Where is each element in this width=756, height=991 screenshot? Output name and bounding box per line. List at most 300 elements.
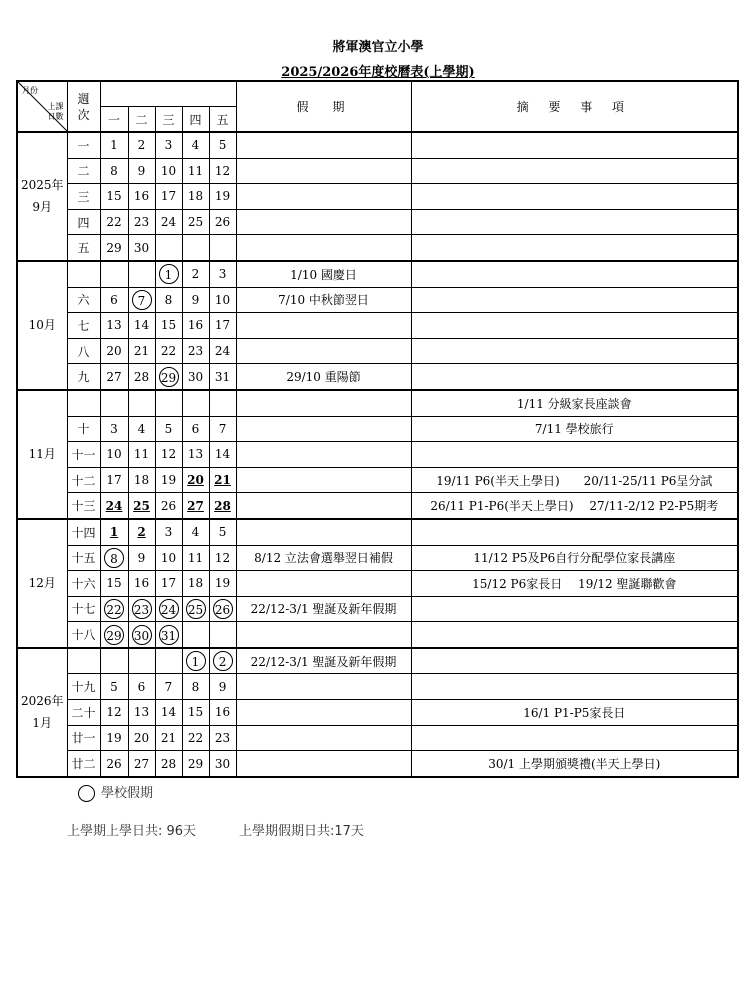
memo-note (411, 184, 738, 210)
memo-note (411, 287, 738, 313)
date-number: 22 (106, 215, 122, 230)
week-row (17, 209, 738, 235)
week-number-cell: 九 (67, 364, 100, 390)
date-number: 10 (160, 163, 177, 178)
holiday-note (236, 132, 411, 158)
holiday-date: 30 (132, 625, 152, 645)
month-label: 12月 (28, 576, 56, 591)
school-calendar-table (16, 80, 739, 778)
week-number-cell (67, 390, 100, 416)
date-cell (155, 338, 182, 364)
date-cell (182, 571, 209, 597)
date-number: 28 (133, 369, 150, 384)
holiday-note (236, 158, 411, 184)
date-number: 15 (106, 576, 122, 591)
week-row (17, 235, 738, 261)
date-cell (100, 338, 128, 364)
memo-note (411, 622, 738, 648)
holiday-date: 31 (159, 625, 179, 645)
weekday-header: 三 (155, 107, 182, 133)
weekday-header: 二 (128, 107, 155, 133)
memo-note: 1/11 分級家長座談會 (411, 390, 738, 416)
week-row (17, 545, 738, 571)
date-cell (182, 725, 209, 751)
date-number: 26 (106, 756, 122, 771)
date-cell (100, 545, 128, 571)
date-number: 24 (160, 215, 177, 230)
date-number: 22 (187, 730, 204, 745)
date-cell (209, 261, 236, 287)
date-number: 9 (191, 292, 200, 307)
date-cell (100, 622, 128, 648)
date-cell (182, 545, 209, 571)
month-cell (17, 519, 67, 648)
date-cell (100, 184, 128, 210)
date-number: 15 (187, 705, 204, 720)
date-number: 6 (137, 679, 146, 694)
date-cell (128, 596, 155, 622)
holiday-note (236, 751, 411, 777)
date-cell (100, 416, 128, 442)
date-number: 6 (191, 421, 200, 436)
date-cell (128, 700, 155, 726)
date-cell (182, 648, 209, 674)
date-number: 18 (133, 473, 150, 488)
date-number: 14 (160, 705, 177, 720)
holiday-note (236, 493, 411, 519)
holiday-note (236, 313, 411, 339)
week-number-cell (67, 261, 100, 287)
week-row (17, 184, 738, 210)
date-cell (209, 467, 236, 493)
date-cell (182, 338, 209, 364)
date-cell (182, 674, 209, 700)
memo-note (411, 132, 738, 158)
date-number: 11 (187, 550, 204, 565)
date-number: 14 (133, 318, 150, 333)
date-cell (209, 235, 236, 261)
date-number: 31 (214, 369, 231, 384)
date-cell (182, 700, 209, 726)
date-cell (128, 390, 155, 416)
week-number-cell: 十五 (67, 545, 100, 571)
date-cell (100, 313, 128, 339)
memo-column-header: 摘 要 事 項 (411, 81, 738, 132)
date-cell (155, 519, 182, 545)
date-number: 16 (133, 576, 150, 591)
holiday-date: 26 (213, 599, 233, 619)
date-cell (100, 467, 128, 493)
date-cell (209, 519, 236, 545)
week-number-cell: 五 (67, 235, 100, 261)
week-row (17, 622, 738, 648)
holiday-note: 7/10 中秋節翌日 (236, 287, 411, 313)
week-number-cell: 十七 (67, 596, 100, 622)
date-cell (209, 571, 236, 597)
date-number: 19 (214, 189, 231, 204)
week-number-cell: 十二 (67, 467, 100, 493)
date-number: 18 (187, 189, 204, 204)
date-number: 16 (133, 189, 150, 204)
date-cell (128, 158, 155, 184)
date-cell (155, 700, 182, 726)
school-days-summary: 上學期上學日共: 96天 (67, 824, 197, 839)
date-cell (209, 364, 236, 390)
holiday-date: 23 (132, 599, 152, 619)
date-cell (209, 725, 236, 751)
memo-note: 30/1 上學期頒獎禮(半天上學日) (411, 751, 738, 777)
corner-month-label: 月份 (22, 86, 38, 95)
date-number: 20 (106, 344, 122, 359)
date-number: 20 (133, 730, 150, 745)
date-cell (209, 622, 236, 648)
date-cell (128, 235, 155, 261)
date-number: 12 (160, 447, 177, 462)
memo-note: 16/1 P1-P5家長日 (411, 700, 738, 726)
memo-note (411, 235, 738, 261)
date-number: 10 (160, 550, 177, 565)
date-cell (100, 674, 128, 700)
date-number: 8 (164, 292, 173, 307)
date-cell (209, 338, 236, 364)
date-cell (182, 467, 209, 493)
date-number: 3 (218, 267, 227, 282)
week-number-cell: 一 (67, 132, 100, 158)
date-number: 12 (106, 705, 122, 720)
date-number: 18 (187, 576, 204, 591)
date-cell (155, 545, 182, 571)
week-row (17, 596, 738, 622)
holiday-note (236, 442, 411, 468)
calendar-title: 2025/2026年度校曆表(上學期) (281, 65, 475, 80)
date-number: 23 (187, 344, 204, 359)
month-label: 9月 (32, 200, 53, 215)
memo-note: 11/12 P5及P6自行分配學位家長講座 (411, 545, 738, 571)
week-row (17, 158, 738, 184)
holiday-note (236, 338, 411, 364)
date-cell (182, 132, 209, 158)
holiday-note (236, 674, 411, 700)
date-cell (100, 519, 128, 545)
memo-note (411, 158, 738, 184)
date-cell (128, 519, 155, 545)
date-cell (100, 364, 128, 390)
week-row (17, 287, 738, 313)
date-cell (100, 132, 128, 158)
date-cell (128, 261, 155, 287)
date-cell (100, 493, 128, 519)
date-cell (209, 184, 236, 210)
week-number-cell: 二十 (67, 700, 100, 726)
date-cell (155, 416, 182, 442)
holiday-note (236, 622, 411, 648)
week-number-cell: 十 (67, 416, 100, 442)
date-cell (100, 700, 128, 726)
memo-note (411, 442, 738, 468)
date-number: 23 (133, 215, 150, 230)
school-name: 將軍澳官立小學 (332, 40, 424, 55)
date-cell (155, 751, 182, 777)
date-number: 24 (214, 344, 231, 359)
date-cell (128, 493, 155, 519)
date-number: 5 (164, 421, 173, 436)
memo-note: 19/11 P6(半天上學日) 20/11-25/11 P6呈分試 (411, 467, 738, 493)
date-cell (209, 674, 236, 700)
date-cell (155, 287, 182, 313)
week-row (17, 571, 738, 597)
date-number: 15 (160, 318, 177, 333)
date-number: 10 (106, 447, 122, 462)
date-number: 8 (110, 163, 118, 178)
date-number: 27 (106, 369, 122, 384)
holiday-note: 22/12-3/1 聖誕及新年假期 (236, 648, 411, 674)
date-number: 30 (187, 369, 204, 384)
date-cell (100, 158, 128, 184)
date-number: 13 (187, 447, 204, 462)
date-cell (128, 132, 155, 158)
date-cell (182, 364, 209, 390)
holiday-note (236, 390, 411, 416)
date-cell (100, 725, 128, 751)
week-number-cell: 六 (67, 287, 100, 313)
date-cell (209, 648, 236, 674)
month-cell (17, 261, 67, 390)
exam-date: 2 (137, 525, 146, 540)
date-cell (209, 700, 236, 726)
week-row (17, 700, 738, 726)
week-column-header: 週 次 (67, 81, 100, 132)
week-row (17, 674, 738, 700)
week-row (17, 364, 738, 390)
holiday-note (236, 416, 411, 442)
date-cell (128, 648, 155, 674)
date-number: 1 (110, 138, 118, 153)
weekday-header: 一 (100, 107, 128, 133)
week-row (17, 751, 738, 777)
date-cell (155, 364, 182, 390)
date-number: 5 (218, 525, 227, 540)
holiday-note (236, 184, 411, 210)
date-cell (128, 442, 155, 468)
date-cell (182, 287, 209, 313)
holiday-note: 1/10 國慶日 (236, 261, 411, 287)
date-cell (128, 674, 155, 700)
date-cell (182, 596, 209, 622)
date-cell (128, 338, 155, 364)
holiday-note (236, 571, 411, 597)
date-cell (155, 596, 182, 622)
date-number: 25 (187, 215, 204, 230)
date-number: 4 (191, 138, 200, 153)
week-number-cell: 十六 (67, 571, 100, 597)
date-cell (128, 416, 155, 442)
date-cell (155, 571, 182, 597)
date-cell (182, 519, 209, 545)
date-number: 21 (160, 730, 177, 745)
date-number: 19 (160, 473, 177, 488)
exam-date: 24 (105, 498, 123, 513)
week-number-cell: 八 (67, 338, 100, 364)
date-number: 9 (137, 550, 146, 565)
date-cell (155, 158, 182, 184)
date-number: 29 (187, 756, 204, 771)
memo-note (411, 674, 738, 700)
week-row (17, 519, 738, 545)
date-number: 5 (110, 679, 118, 694)
date-cell (182, 158, 209, 184)
date-cell (209, 158, 236, 184)
holiday-note (236, 235, 411, 261)
date-cell (100, 442, 128, 468)
exam-date: 1 (109, 525, 119, 540)
date-cell (209, 545, 236, 571)
date-cell (209, 313, 236, 339)
memo-note (411, 519, 738, 545)
date-cell (100, 261, 128, 287)
date-number: 4 (191, 525, 200, 540)
holiday-date: 25 (186, 599, 206, 619)
date-cell (155, 390, 182, 416)
date-number: 3 (164, 138, 173, 153)
date-cell (155, 313, 182, 339)
memo-note: 26/11 P1-P6(半天上學日) 27/11-2/12 P2-P5期考 (411, 493, 738, 519)
week-row (17, 261, 738, 287)
exam-date: 20 (187, 473, 204, 488)
week-number-cell: 十三 (67, 493, 100, 519)
header-row-1 (17, 81, 738, 107)
date-cell (128, 184, 155, 210)
date-cell (100, 390, 128, 416)
date-number: 27 (133, 756, 150, 771)
holiday-date: 1 (186, 651, 206, 671)
week-number-cell: 三 (67, 184, 100, 210)
date-cell (100, 648, 128, 674)
memo-note (411, 338, 738, 364)
date-cell (182, 622, 209, 648)
week-row (17, 338, 738, 364)
holiday-date: 7 (132, 290, 152, 310)
holiday-note (236, 467, 411, 493)
date-cell (128, 467, 155, 493)
date-cell (155, 442, 182, 468)
corner-header-cell (17, 81, 67, 132)
date-cell (155, 184, 182, 210)
exam-date: 28 (214, 498, 231, 513)
date-cell (155, 648, 182, 674)
holiday-date: 1 (159, 264, 179, 284)
date-number: 9 (137, 163, 146, 178)
week-row (17, 648, 738, 674)
date-number: 17 (160, 576, 177, 591)
weekday-header: 四 (182, 107, 209, 133)
week-number-cell (67, 648, 100, 674)
month-label: 1月 (32, 716, 53, 731)
date-cell (209, 390, 236, 416)
memo-note: 15/12 P6家長日 19/12 聖誕聯歡會 (411, 571, 738, 597)
week-number-cell: 十八 (67, 622, 100, 648)
memo-note (411, 648, 738, 674)
circle-icon (78, 785, 95, 802)
date-cell (182, 751, 209, 777)
date-cell (182, 442, 209, 468)
holiday-date: 24 (159, 599, 179, 619)
date-number: 9 (218, 679, 227, 694)
month-cell (17, 132, 67, 261)
date-number: 3 (110, 421, 118, 436)
date-cell (209, 132, 236, 158)
date-cell (182, 261, 209, 287)
date-cell (209, 209, 236, 235)
holiday-date: 8 (104, 548, 124, 568)
date-cell (100, 751, 128, 777)
week-row (17, 390, 738, 416)
holiday-note: 22/12-3/1 聖誕及新年假期 (236, 596, 411, 622)
exam-date: 27 (187, 498, 204, 513)
date-cell (182, 313, 209, 339)
holiday-note: 29/10 重陽節 (236, 364, 411, 390)
week-number-cell: 二 (67, 158, 100, 184)
holiday-note: 8/12 立法會選舉翌日補假 (236, 545, 411, 571)
date-cell (182, 235, 209, 261)
week-row (17, 313, 738, 339)
holiday-date: 29 (104, 625, 124, 645)
date-cell (209, 287, 236, 313)
date-number: 23 (214, 730, 231, 745)
date-cell (128, 313, 155, 339)
date-cell (128, 751, 155, 777)
holiday-note (236, 519, 411, 545)
memo-note (411, 725, 738, 751)
week-number-cell: 廿一 (67, 725, 100, 751)
date-cell (182, 416, 209, 442)
month-cell (17, 648, 67, 777)
date-cell (182, 184, 209, 210)
date-cell (209, 596, 236, 622)
week-number-cell: 四 (67, 209, 100, 235)
date-cell (128, 622, 155, 648)
month-cell (17, 390, 67, 519)
date-number: 15 (106, 189, 122, 204)
date-number: 12 (214, 163, 231, 178)
date-number: 2 (137, 138, 146, 153)
date-cell (155, 261, 182, 287)
date-number: 7 (218, 421, 227, 436)
legend (78, 782, 153, 802)
date-number: 30 (133, 240, 150, 255)
memo-note (411, 596, 738, 622)
date-cell (155, 235, 182, 261)
exam-date: 21 (214, 473, 231, 488)
date-cell (182, 493, 209, 519)
date-number: 21 (133, 344, 150, 359)
week-number-cell: 廿二 (67, 751, 100, 777)
date-cell (100, 235, 128, 261)
date-number: 10 (214, 292, 231, 307)
date-number: 17 (214, 318, 231, 333)
holiday-date: 22 (104, 599, 124, 619)
week-row (17, 493, 738, 519)
date-cell (100, 209, 128, 235)
date-cell (155, 209, 182, 235)
holiday-date: 2 (213, 651, 233, 671)
week-row (17, 467, 738, 493)
date-number: 17 (160, 189, 177, 204)
date-cell (155, 493, 182, 519)
week-number-cell: 十四 (67, 519, 100, 545)
year-label: 2026年 (20, 694, 64, 709)
date-number: 11 (187, 163, 204, 178)
date-cell (209, 442, 236, 468)
